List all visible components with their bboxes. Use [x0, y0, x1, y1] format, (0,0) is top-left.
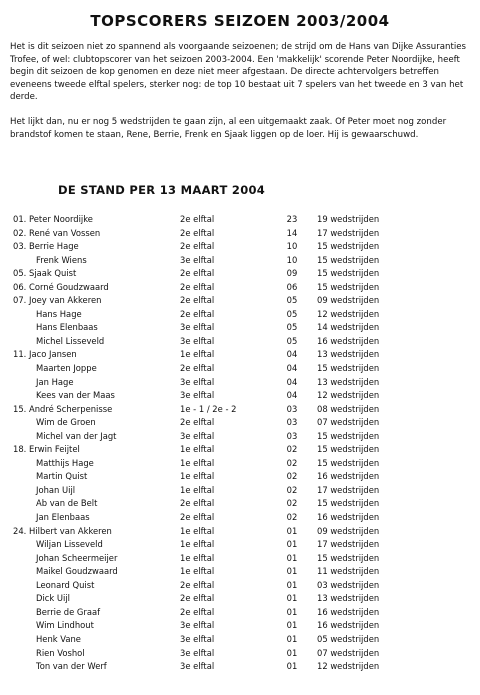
player-name-text: Rien Voshol [36, 647, 85, 658]
player-name [36, 430, 116, 444]
player-matches: 13 wedstrijden [317, 349, 380, 360]
player-team: 2e elftal [180, 593, 215, 604]
player-name [36, 308, 82, 322]
player-goals: 01 [286, 661, 298, 672]
player-name [36, 619, 94, 633]
table-row [0, 606, 480, 620]
player-name-text: Johan Scheermeijer [36, 552, 118, 563]
table-row [0, 335, 480, 349]
player-name [36, 470, 87, 484]
player-matches: 07 wedstrijden [317, 647, 380, 658]
table-row [0, 565, 480, 579]
player-team: 1e elftal [180, 484, 215, 495]
player-matches: 09 wedstrijden [317, 525, 380, 536]
player-name [13, 403, 112, 417]
player-matches: 15 wedstrijden [317, 552, 380, 563]
player-name [36, 376, 73, 390]
player-name-text: Frenk Wiens [36, 254, 87, 265]
table-row [0, 538, 480, 552]
player-team: 1e elftal [180, 552, 215, 563]
player-team: 3e elftal [180, 430, 215, 441]
player-name-text: Wim Lindhout [36, 620, 94, 631]
player-rank: 24. [13, 525, 27, 536]
table-row [0, 348, 480, 362]
player-goals: 01 [286, 566, 298, 577]
player-rank: 18. [13, 444, 27, 455]
player-goals: 23 [286, 214, 298, 224]
player-team: 2e elftal [180, 214, 215, 224]
player-name-text: Dick Uijl [36, 593, 71, 604]
player-name-text: Wim de Groen [36, 417, 96, 428]
player-name-text: Peter Noordijke [29, 214, 93, 224]
table-row [0, 579, 480, 593]
player-goals: 03 [286, 430, 298, 441]
table-row [0, 525, 480, 539]
table-row [0, 362, 480, 376]
player-name-text: Johan Uijl [36, 484, 76, 495]
player-goals: 04 [286, 376, 298, 387]
player-name [36, 497, 97, 511]
player-team: 1e elftal [180, 457, 215, 468]
player-team: 2e elftal [180, 268, 215, 279]
player-matches: 16 wedstrijden [317, 512, 380, 523]
player-name [36, 416, 96, 430]
player-matches: 12 wedstrijden [317, 308, 380, 319]
player-name [36, 606, 100, 620]
player-team: 3e elftal [180, 661, 215, 672]
standings-table [0, 213, 480, 674]
table-row [0, 389, 480, 403]
player-name [13, 227, 100, 241]
table-row [0, 552, 480, 566]
player-matches: 16 wedstrijden [317, 620, 380, 631]
player-matches: 15 wedstrijden [317, 268, 380, 279]
player-matches: 09 wedstrijden [317, 295, 380, 306]
player-name [36, 335, 104, 349]
player-name [13, 294, 101, 308]
player-team: 2e elftal [180, 281, 215, 292]
table-row [0, 457, 480, 471]
player-name [36, 389, 115, 403]
player-team: 3e elftal [180, 647, 215, 658]
intro-paragraph-2: Het lijkt dan, nu er nog 5 wedstrijden te gaan zijn, al een uitgemaakt zaak. Of Peter moet nog zonder brandstof komen te staan, Rene, Berrie, Frenk en Sjaak liggen op de loer. Hij is gewaarschuwd. [10, 116, 447, 140]
player-name [36, 647, 85, 661]
table-row [0, 227, 480, 241]
table-row [0, 416, 480, 430]
player-team: 3e elftal [180, 335, 215, 346]
player-team: 3e elftal [180, 620, 215, 631]
player-rank: 01. [13, 214, 27, 224]
player-matches: 15 wedstrijden [317, 498, 380, 509]
player-name [36, 457, 94, 471]
player-goals: 01 [286, 647, 298, 658]
player-team: 1e elftal [180, 525, 215, 536]
player-rank: 05. [13, 268, 27, 279]
player-goals: 01 [286, 579, 298, 590]
table-row [0, 484, 480, 498]
player-matches: 15 wedstrijden [317, 444, 380, 455]
player-team: 3e elftal [180, 376, 215, 387]
player-name-text: Hilbert van Akkeren [29, 525, 112, 536]
player-name-text: Henk Vane [36, 633, 81, 644]
table-row [0, 321, 480, 335]
player-name-text: Berrie Hage [29, 241, 79, 252]
table-row [0, 376, 480, 390]
player-team: 3e elftal [180, 322, 215, 333]
player-name [36, 660, 107, 674]
player-team: 2e elftal [180, 606, 215, 617]
player-name-text: Michel van der Jagt [36, 430, 117, 441]
player-name-text: Hans Elenbaas [36, 322, 98, 333]
table-row [0, 430, 480, 444]
player-matches: 11 wedstrijden [317, 566, 380, 577]
player-team: 1e elftal [180, 471, 215, 482]
table-row [0, 633, 480, 647]
table-row [0, 403, 480, 417]
player-name [13, 267, 76, 281]
player-team: 2e elftal [180, 363, 215, 374]
player-rank: 15. [13, 403, 27, 414]
player-goals: 10 [286, 254, 298, 265]
player-rank: 02. [13, 227, 27, 238]
player-name-text: Sjaak Quist [29, 268, 77, 279]
player-team: 3e elftal [180, 390, 215, 401]
player-team: 3e elftal [180, 254, 215, 265]
player-goals: 05 [286, 308, 298, 319]
player-name-text: Martin Quist [36, 471, 88, 482]
player-team: 1e elftal [180, 539, 215, 550]
player-goals: 02 [286, 457, 298, 468]
player-rank: 03. [13, 241, 27, 252]
player-matches: 13 wedstrijden [317, 593, 380, 604]
player-goals: 10 [286, 241, 298, 252]
player-team: 1e - 1 / 2e - 2 [180, 403, 237, 414]
player-goals: 04 [286, 363, 298, 374]
player-matches: 17 wedstrijden [317, 539, 380, 550]
player-team: 2e elftal [180, 579, 215, 590]
player-name [13, 348, 77, 362]
player-name [36, 552, 117, 566]
player-name [36, 484, 75, 498]
player-name-text: André Scherpenisse [29, 403, 113, 414]
table-row [0, 443, 480, 457]
table-row [0, 213, 480, 227]
player-name-text: Wiljan Lisseveld [36, 539, 103, 550]
player-team: 2e elftal [180, 417, 215, 428]
table-row [0, 619, 480, 633]
table-row [0, 660, 480, 674]
player-name-text: Ton van der Werf [36, 661, 107, 672]
player-goals: 01 [286, 606, 298, 617]
player-name-text: Maikel Goudzwaard [36, 566, 118, 577]
player-goals: 02 [286, 471, 298, 482]
player-name-text: Jan Elenbaas [36, 512, 90, 523]
player-name-text: Joey van Akkeren [29, 295, 102, 306]
player-matches: 05 wedstrijden [317, 633, 380, 644]
player-team: 3e elftal [180, 633, 215, 644]
intro-text [10, 41, 472, 153]
player-name [36, 538, 103, 552]
player-team: 1e elftal [180, 444, 215, 455]
player-team: 2e elftal [180, 241, 215, 252]
player-goals: 04 [286, 349, 298, 360]
player-goals: 01 [286, 593, 298, 604]
player-matches: 15 wedstrijden [317, 241, 380, 252]
player-goals: 01 [286, 525, 298, 536]
player-name-text: Corné Goudzwaard [29, 281, 109, 292]
player-goals: 05 [286, 295, 298, 306]
player-goals: 05 [286, 322, 298, 333]
player-name [36, 321, 98, 335]
player-matches: 15 wedstrijden [317, 281, 380, 292]
player-matches: 15 wedstrijden [317, 363, 380, 374]
player-name-text: Jaco Jansen [29, 349, 77, 360]
player-matches: 13 wedstrijden [317, 376, 380, 387]
player-goals: 01 [286, 552, 298, 563]
player-name [36, 579, 94, 593]
player-matches: 16 wedstrijden [317, 606, 380, 617]
player-team: 2e elftal [180, 295, 215, 306]
player-matches: 14 wedstrijden [317, 322, 380, 333]
player-name-text: Leonard Quist [36, 579, 95, 590]
table-row [0, 240, 480, 254]
player-name [13, 525, 112, 539]
player-name-text: Berrie de Graaf [36, 606, 101, 617]
intro-paragraph-1: Het is dit seizoen niet zo spannend als voorgaande seizoenen; de strijd om de Hans van Dijke Assuranties Trofee, of wel: clubtopscorer van het seizoen 2003-2004. Een 'makkelijk' scorende Peter Noordijke, heeft begin dit seizoen de kop genomen en deze niet meer afgestaan. De directe achtervolgers betreffen eveneens tweede elftal spelers, sterker nog: de top 10 bestaat uit 7 spelers van het tweede en 3 van het derde. [10, 42, 466, 103]
player-name [36, 362, 97, 376]
player-goals: 05 [286, 335, 298, 346]
player-team: 2e elftal [180, 308, 215, 319]
player-team: 2e elftal [180, 227, 215, 238]
table-row [0, 308, 480, 322]
player-matches: 17 wedstrijden [317, 227, 380, 238]
player-name-text: Jan Hage [36, 376, 74, 387]
page-title: TOPSCORERS SEIZOEN 2003/2004 [90, 12, 390, 30]
table-row [0, 267, 480, 281]
table-row [0, 511, 480, 525]
table-row [0, 281, 480, 295]
player-goals: 01 [286, 539, 298, 550]
player-matches: 12 wedstrijden [317, 661, 380, 672]
player-name-text: Matthijs Hage [36, 457, 94, 468]
player-matches: 07 wedstrijden [317, 417, 380, 428]
player-goals: 03 [286, 403, 298, 414]
player-goals: 03 [286, 417, 298, 428]
player-matches: 15 wedstrijden [317, 254, 380, 265]
player-rank: 11. [13, 349, 27, 360]
standings-heading: DE STAND PER 13 MAART 2004 [58, 183, 266, 197]
player-rank: 06. [13, 281, 27, 292]
player-goals: 02 [286, 512, 298, 523]
player-name [36, 633, 81, 647]
player-team: 2e elftal [180, 512, 215, 523]
player-matches: 17 wedstrijden [317, 484, 380, 495]
player-matches: 16 wedstrijden [317, 335, 380, 346]
player-name [13, 281, 109, 295]
player-goals: 02 [286, 444, 298, 455]
table-row [0, 497, 480, 511]
player-matches: 16 wedstrijden [317, 471, 380, 482]
player-name-text: René van Vossen [29, 227, 101, 238]
player-name [36, 254, 87, 268]
table-row [0, 254, 480, 268]
player-goals: 04 [286, 390, 298, 401]
player-name [36, 565, 118, 579]
player-team: 2e elftal [180, 498, 215, 509]
player-goals: 02 [286, 484, 298, 495]
player-goals: 01 [286, 633, 298, 644]
table-row [0, 592, 480, 606]
player-name-text: Erwin Feijtel [29, 444, 80, 455]
player-matches: 19 wedstrijden [317, 214, 380, 224]
player-matches: 12 wedstrijden [317, 390, 380, 401]
player-goals: 09 [286, 268, 298, 279]
player-team: 1e elftal [180, 566, 215, 577]
player-name [13, 213, 93, 227]
player-matches: 03 wedstrijden [317, 579, 380, 590]
player-goals: 02 [286, 498, 298, 509]
table-row [0, 647, 480, 661]
player-matches: 15 wedstrijden [317, 430, 380, 441]
player-goals: 01 [286, 620, 298, 631]
player-name [36, 511, 90, 525]
player-name-text: Hans Hage [36, 308, 82, 319]
player-matches: 15 wedstrijden [317, 457, 380, 468]
player-team: 1e elftal [180, 349, 215, 360]
player-name-text: Michel Lisseveld [36, 335, 105, 346]
table-row [0, 294, 480, 308]
player-name-text: Ab van de Belt [36, 498, 98, 509]
player-name-text: Maarten Joppe [36, 363, 97, 374]
player-goals: 06 [286, 281, 298, 292]
player-name [13, 240, 79, 254]
player-matches: 08 wedstrijden [317, 403, 380, 414]
player-name [13, 443, 80, 457]
player-name-text: Kees van der Maas [36, 390, 115, 401]
table-row [0, 470, 480, 484]
player-goals: 14 [286, 227, 298, 238]
player-name [36, 592, 70, 606]
player-rank: 07. [13, 295, 27, 306]
